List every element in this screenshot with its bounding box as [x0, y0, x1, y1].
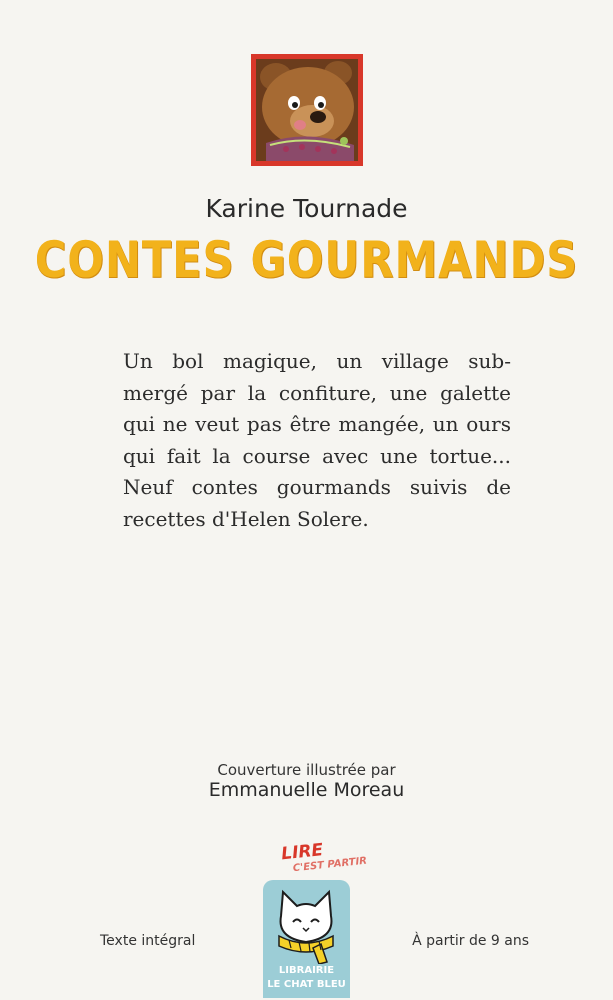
book-blurb [123, 346, 511, 535]
bear-illustration [256, 59, 358, 161]
blurb-line: Neuf contes gourmands suivis de [123, 475, 511, 499]
cover-credit-label: Couverture illustrée par [217, 761, 396, 779]
blurb-line: mergé par la confiture, une galette [123, 380, 511, 405]
series-logo-line2: C'EST PARTIR [292, 855, 368, 875]
series-logo [281, 838, 368, 879]
cover-thumbnail [251, 54, 363, 166]
watermark-text [263, 964, 350, 992]
cat-scarf-icon [273, 886, 340, 964]
bookstore-watermark [263, 880, 350, 998]
watermark-line2: LE CHAT BLEU [267, 979, 346, 990]
watermark-line1: LIBRAIRIE [278, 965, 335, 976]
author-name: Karine Tournade [205, 194, 408, 223]
book-title: CONTES GOURMANDS [34, 232, 579, 290]
blurb-line: qui ne veut pas être mangée, un ours [123, 412, 511, 436]
edition-note: Texte intégral [100, 933, 196, 949]
blurb-line: recettes d'Helen Solere. [123, 506, 369, 531]
series-logo-line1: LIRE [280, 840, 325, 865]
blurb-line: qui fait la course avec une tortue... [123, 443, 511, 468]
illustrator-name: Emmanuelle Moreau [208, 779, 405, 801]
blurb-line: Un bol magique, un village sub- [123, 349, 511, 373]
age-range: À partir de 9 ans [412, 933, 529, 949]
